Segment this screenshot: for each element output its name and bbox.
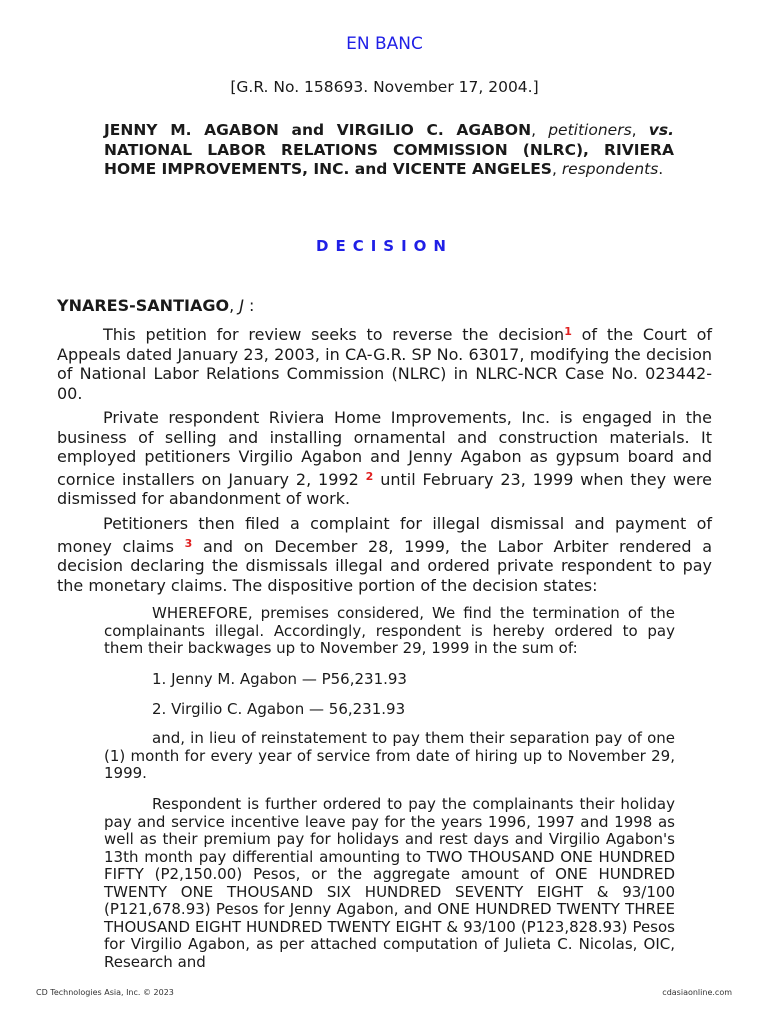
quoted-dispositive: WHEREFORE, premises considered, We find the termination of the complainants illegal. Accordingly, respondent is hereby ordered to pay them their backwages up to November 29, 1999 in the sum of: <box>104 604 675 657</box>
quoted-list-item-2: 2. Virgilio C. Agabon — 56,231.93 <box>152 700 406 718</box>
versus-label: vs. <box>648 121 675 139</box>
decision-title: DECISION <box>316 237 453 255</box>
petitioners-label: petitioners <box>548 121 632 139</box>
case-number: [G.R. No. 158693. November 17, 2004.] <box>230 78 539 96</box>
case-parties: JENNY M. AGABON and VIRGILIO C. AGABON, petitioners, vs. NATIONAL LABOR RELATIONS COMMISSION (NLRC), RIVIERA HOME IMPROVEMENTS, INC. and VICENTE ANGELES, respondents. <box>104 121 675 178</box>
court-division-heading: EN BANC <box>346 34 423 54</box>
ponente-line: YNARES-SANTIAGO, J : <box>57 296 255 315</box>
quoted-list-item-1: 1. Jenny M. Agabon — P56,231.93 <box>152 670 407 688</box>
paragraph-1: This petition for review seeks to reverse the decision$^1$ of the Court of Appeals dated January 23, 2003, in CA-G.R. SP No. 63017, modifying the decision of National Labor Relations Commission (NLRC) in NLRC-NCR Case No. 023442-00. <box>57 325 713 403</box>
respondents-names: NATIONAL LABOR RELATIONS COMMISSION (NLRC), RIVIERA HOME IMPROVEMENTS, INC. and VICENTE ANGELES <box>104 140 674 178</box>
footnote-link-2[interactable]: 2 <box>365 469 374 483</box>
petitioners-names: JENNY M. AGABON and VIRGILIO C. AGABON <box>104 121 532 139</box>
paragraph-2: Private respondent Riviera Home Improvements, Inc. is engaged in the business of selling and installing ornamental and construction materials. It employed petitioners Virgilio Agabon and Jenny Agabon as gypsum board and cornice installers on January 2, 1992 $^2$ until February 23, 1999 when they were dismissed for abandonment of work. <box>57 408 713 508</box>
footer-site: cdasiaonline.com <box>662 988 732 997</box>
ponente-suffix: J <box>239 296 244 315</box>
quoted-additional-pay: Respondent is further ordered to pay the complainants their holiday pay and service incentive leave pay for the years 1996, 1997 and 1998 as well as their premium pay for holidays and rest days and Virgilio Agabon's 13th month pay differential amounting to TWO THOUSAND ONE HUNDRED FIFTY (P2,150.00) Pesos, or the aggregate amount of ONE HUNDRED TWENTY ONE THOUSAND SIX HUNDRED SEVENTY EIGHT & 93/100 (P121,678.93) Pesos for Jenny Agabon, and ONE HUNDRED TWENTY THREE THOUSAND EIGHT HUNDRED TWENTY EIGHT & 93/100 (P123,828.93) Pesos for Virgilio Agabon, as per attached computation of Julieta C. Nicolas, OIC, Research and <box>104 795 675 971</box>
paragraph-3: Petitioners then filed a complaint for illegal dismissal and payment of money claims $^3$ and on December 28, 1999, the Labor Arbiter rendered a decision declaring the dismissals illegal and ordered private respondent to pay the monetary claims. The dispositive portion of the decision states: <box>57 514 712 595</box>
footnote-link-3[interactable]: 3 <box>184 536 193 550</box>
respondents-label: respondents <box>561 160 659 178</box>
quoted-separation-pay: and, in lieu of reinstatement to pay them their separation pay of one (1) month for every year of service from date of hiring up to November 29, 1999. <box>104 729 675 782</box>
ponente-name: YNARES-SANTIAGO <box>57 296 230 315</box>
footnote-link-1[interactable]: 1 <box>564 325 572 338</box>
footer-copyright: CD Technologies Asia, Inc. © 2023 <box>36 988 174 997</box>
